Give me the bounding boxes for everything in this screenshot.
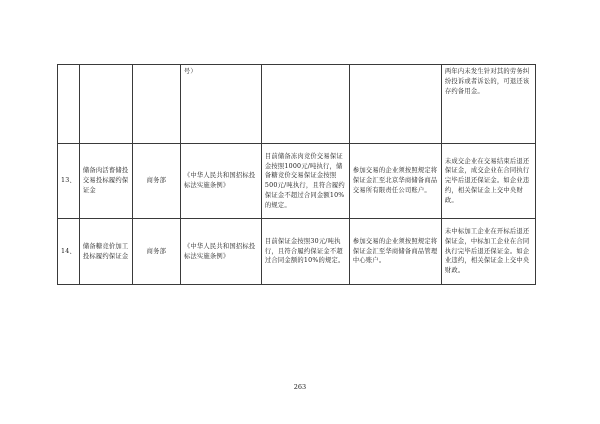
measure-cell: 两年内未发生针对其的劳务纠纷投诉或者诉讼的，可退还该存约备用金。 (441, 65, 535, 144)
legal-basis-cell: 《中华人民共和国招标投标法实施条例》 (180, 144, 261, 219)
row-number-cell (58, 65, 80, 144)
scope-cell (349, 65, 441, 144)
row-number-cell: 13、 (58, 144, 80, 219)
item-name-cell (79, 65, 132, 144)
row-number-cell: 14、 (58, 219, 80, 285)
fee-table (57, 64, 536, 285)
page-number: 263 (293, 383, 307, 391)
table-row (58, 65, 536, 144)
table-row (58, 219, 536, 285)
standard-cell: 目前储备冻肉竞价交易保证金按照1000元/吨执行，储备糖竞价交易保证金按照500元/吨执行，且符合履约保证金不超过合同金额10%的规定。 (261, 144, 349, 219)
scope-cell: 参加交易的企业须按照规定将保证金汇至华商储备商品管理中心账户。 (349, 219, 441, 285)
measure-cell: 未中标加工企业在开标后退还保证金，中标加工企业在合同执行完毕后退还保证金。如企业违约，相关保证金上交中央财政。 (441, 219, 535, 285)
item-name-cell: 储备肉活畜储投交易投标履约保证金 (79, 144, 132, 219)
department-cell (132, 65, 180, 144)
standard-cell (261, 65, 349, 144)
standard-cell: 目前保证金按照30元/吨执行，且符合履约保证金不超过合同金额的10%的规定。 (261, 219, 349, 285)
department-cell: 商务部 (132, 144, 180, 219)
department-cell: 商务部 (132, 219, 180, 285)
scope-cell: 参加交易的企业须按照规定将保证金汇至北京华商储备商品交易所有限责任公司账户。 (349, 144, 441, 219)
item-name-cell: 储备糖竞价加工投标履约保证金 (79, 219, 132, 285)
legal-basis-cell: 号） (180, 65, 261, 144)
measure-cell: 未成交企业在交易结束后退还保证金，成交企业在合同执行完毕后退还保证金。如企业违约，相关保证金上交中央财政。 (441, 144, 535, 219)
legal-basis-cell: 《中华人民共和国招标投标法实施条例》 (180, 219, 261, 285)
table-row (58, 144, 536, 219)
